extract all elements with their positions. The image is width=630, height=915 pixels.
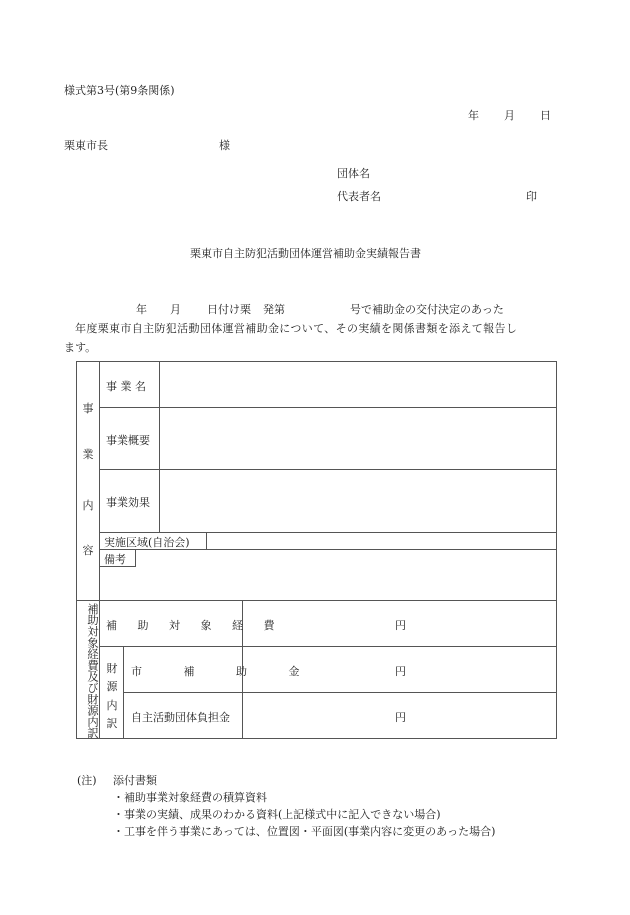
date-month: 月 (504, 109, 515, 122)
representative-label: 代表者名 (337, 190, 381, 203)
section2-label: 補助対象経費及び財源内訳 (86, 603, 99, 739)
area-field[interactable] (208, 533, 555, 548)
table-rule (135, 549, 136, 567)
table-rule (99, 361, 100, 739)
notes-label: (注) (77, 774, 97, 787)
notes-heading: 添付書類 (113, 774, 157, 787)
notes-item: ・事業の実績、成果のわかる資料(上記様式中に記入できない場合) (113, 808, 441, 821)
table-rule (76, 361, 77, 739)
source-label-char: 財 (106, 662, 118, 675)
table-rule (206, 532, 207, 550)
date-year: 年 (468, 109, 479, 122)
section-label-char: 内 (82, 499, 94, 512)
section-label-char: 業 (82, 448, 94, 461)
body-hatsu: 発第 (263, 303, 285, 316)
notes-item: ・補助事業対象経費の積算資料 (113, 791, 267, 804)
remarks-field[interactable] (137, 551, 555, 599)
group-name-label: 団体名 (337, 167, 370, 180)
form-number: 様式第3号(第9条関係) (64, 84, 175, 97)
source-label-char: 源 (106, 680, 118, 693)
addressee-name: 栗東市長 (64, 139, 108, 152)
row-label-subsidy-cost: 補 助 対 象 経 費 (106, 619, 283, 632)
project-summary-field[interactable] (160, 409, 555, 468)
body-line2: 年度栗東市自主防犯活動団体運営補助金について、その実績を関係書類を添えて報告し (75, 322, 518, 335)
section-label-char: 事 (82, 402, 94, 415)
row-label-effect: 事業効果 (106, 496, 150, 509)
table-rule (76, 738, 557, 739)
row-label-group-burden: 自主活動団体負担金 (131, 711, 230, 724)
body-line1-rest: 号で補助金の交付決定のあった (350, 303, 504, 316)
row-label-city-subsidy: 市 補 助 金 (131, 665, 319, 678)
body-line3: ます。 (64, 341, 97, 354)
table-rule (76, 600, 557, 601)
table-rule (123, 646, 124, 739)
body-year: 年 (136, 303, 147, 316)
date-day: 日 (540, 109, 551, 122)
source-label-char: 内 (106, 699, 118, 712)
row-label-project-name: 事 業 名 (106, 380, 146, 393)
row-label-summary: 事業概要 (106, 434, 150, 447)
table-rule (99, 469, 557, 470)
table-rule (556, 361, 557, 739)
document-title: 栗東市自主防犯活動団体運営補助金実績報告書 (190, 247, 421, 260)
row-label-area: 実施区域(自治会) (104, 536, 190, 549)
addressee-honorific: 様 (219, 139, 230, 152)
body-day-ref: 日付け栗 (207, 303, 251, 316)
project-effect-field[interactable] (160, 471, 555, 531)
yen-unit: 円 (395, 665, 406, 678)
table-rule (99, 646, 557, 647)
row-label-remarks: 備考 (104, 553, 126, 566)
seal-mark: 印 (526, 190, 537, 203)
yen-unit: 円 (395, 711, 406, 724)
yen-unit: 円 (395, 619, 406, 632)
project-name-field[interactable] (160, 363, 555, 406)
table-rule (76, 361, 557, 362)
source-label-char: 訳 (106, 717, 118, 730)
notes-item: ・工事を伴う事業にあっては、位置図・平面図(事業内容に変更のあった場合) (113, 825, 496, 838)
table-rule (123, 692, 557, 693)
section-label-char: 容 (82, 544, 94, 557)
table-rule (99, 407, 557, 408)
body-month: 月 (170, 303, 181, 316)
